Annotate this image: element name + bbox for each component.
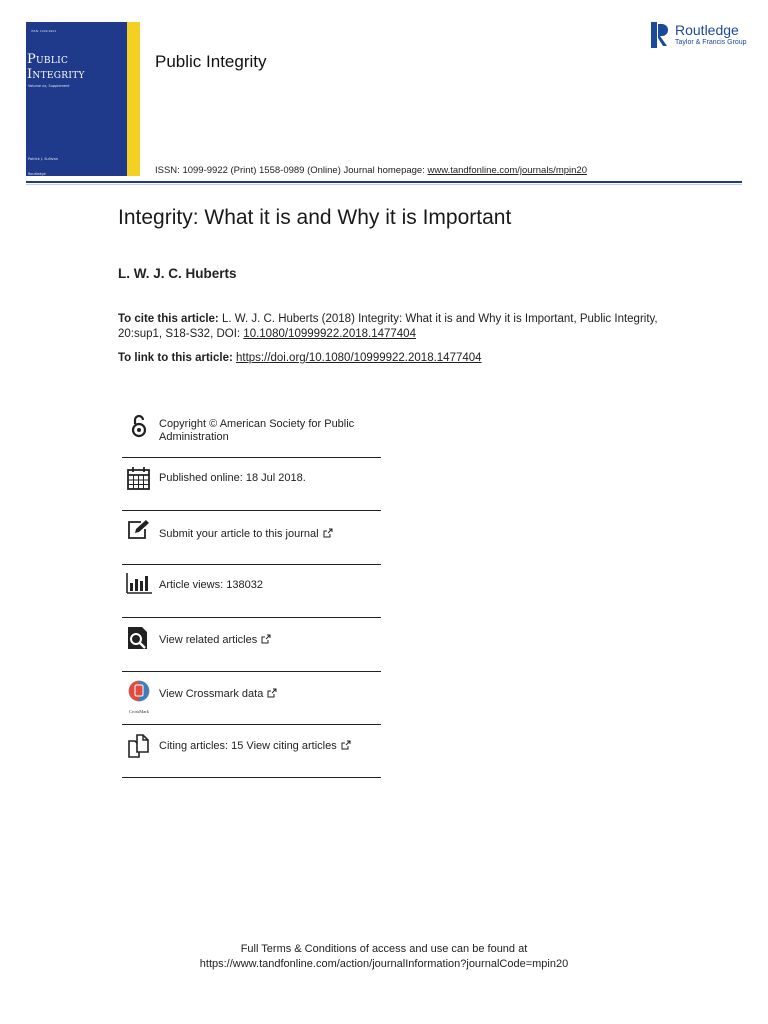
issn-line <box>155 165 587 176</box>
external-link-icon <box>323 528 333 538</box>
citing-text[interactable] <box>159 740 351 753</box>
cover-title-line1: Public <box>27 52 69 67</box>
header-rule <box>26 181 742 183</box>
published-row <box>122 458 381 511</box>
crossmark-icon-label: CrossMark <box>129 709 149 714</box>
cover-stripe <box>127 22 140 176</box>
edit-pencil-icon <box>126 518 152 544</box>
cover-publisher: Routledge <box>28 172 46 176</box>
related-label[interactable]: View related articles <box>159 634 258 646</box>
article-authors: L. W. J. C. Huberts <box>118 266 237 281</box>
cover-title <box>27 52 85 82</box>
crossmark-row[interactable] <box>122 672 381 725</box>
copyright-line2: Administration <box>159 431 229 443</box>
external-link-icon <box>267 688 277 698</box>
cite-text: L. W. J. C. Huberts (2018) Integrity: What it is and Why it is Important, Public Integrity, 20:sup1, S18-S32, DOI: <box>118 313 658 340</box>
article-doi-link[interactable]: https://doi.org/10.1080/10999922.2018.1477404 <box>236 352 482 364</box>
cover-issn: ISSN: 1099-9922 <box>31 29 57 33</box>
crossmark-logo <box>126 680 152 702</box>
citing-label[interactable]: Citing articles: 15 View citing articles <box>159 740 337 752</box>
crossmark-icon <box>126 680 152 714</box>
submit-text[interactable] <box>159 528 333 541</box>
submit-row[interactable] <box>122 511 381 565</box>
crossmark-text[interactable] <box>159 688 277 701</box>
footer-terms <box>0 942 768 972</box>
external-link-icon <box>261 634 271 644</box>
link-label: To link to this article: <box>118 352 236 364</box>
copyright-line1: Copyright © American Society for Public <box>159 418 355 430</box>
submit-label[interactable]: Submit your article to this journal <box>159 528 319 540</box>
cover-subtitle: Volume xx, Supplement <box>28 84 70 88</box>
cite-label: To cite this article: <box>118 313 219 325</box>
related-text[interactable] <box>159 634 271 647</box>
views-text: Article views: 138032 <box>159 579 263 591</box>
calendar-icon <box>126 465 152 491</box>
cite-doi-link[interactable]: 10.1080/10999922.2018.1477404 <box>243 327 416 340</box>
footer-line2[interactable]: https://www.tandfonline.com/action/journalInformation?journalCode=mpin20 <box>199 958 569 970</box>
logo-tagline: Taylor & Francis Group <box>675 39 747 46</box>
related-articles-icon <box>126 625 152 651</box>
citing-row[interactable] <box>122 725 381 778</box>
external-link-icon <box>341 740 351 750</box>
journal-homepage-link[interactable]: www.tandfonline.com/journals/mpin20 <box>427 165 587 176</box>
published-text: Published online: 18 Jul 2018. <box>159 472 306 484</box>
crossmark-label[interactable]: View Crossmark data <box>159 688 264 700</box>
cover-title-line2: Integrity <box>27 67 85 82</box>
bar-chart-icon <box>126 570 152 596</box>
copyright-row <box>122 405 381 458</box>
citing-articles-icon <box>126 733 152 759</box>
views-row <box>122 565 381 618</box>
cover-editor: Patrick J. Sullivan <box>28 157 58 161</box>
journal-name: Public Integrity <box>155 52 267 71</box>
article-info-list <box>122 405 381 778</box>
citation-block <box>118 312 678 341</box>
related-row[interactable] <box>122 618 381 672</box>
article-title: Integrity: What it is and Why it is Important <box>118 206 512 229</box>
footer-line1: Full Terms & Conditions of access and use can be found at <box>240 943 528 955</box>
header-rule-thin <box>26 184 742 185</box>
issn-text: ISSN: 1099-9922 (Print) 1558-0989 (Online) Journal homepage: <box>155 165 428 176</box>
routledge-logo[interactable] <box>651 22 751 50</box>
logo-name: Routledge <box>675 22 739 38</box>
copyright-text <box>159 418 354 444</box>
journal-cover-image <box>26 22 140 176</box>
open-access-lock-icon <box>126 413 152 439</box>
article-link-block <box>118 352 482 364</box>
routledge-r-icon <box>651 22 669 48</box>
